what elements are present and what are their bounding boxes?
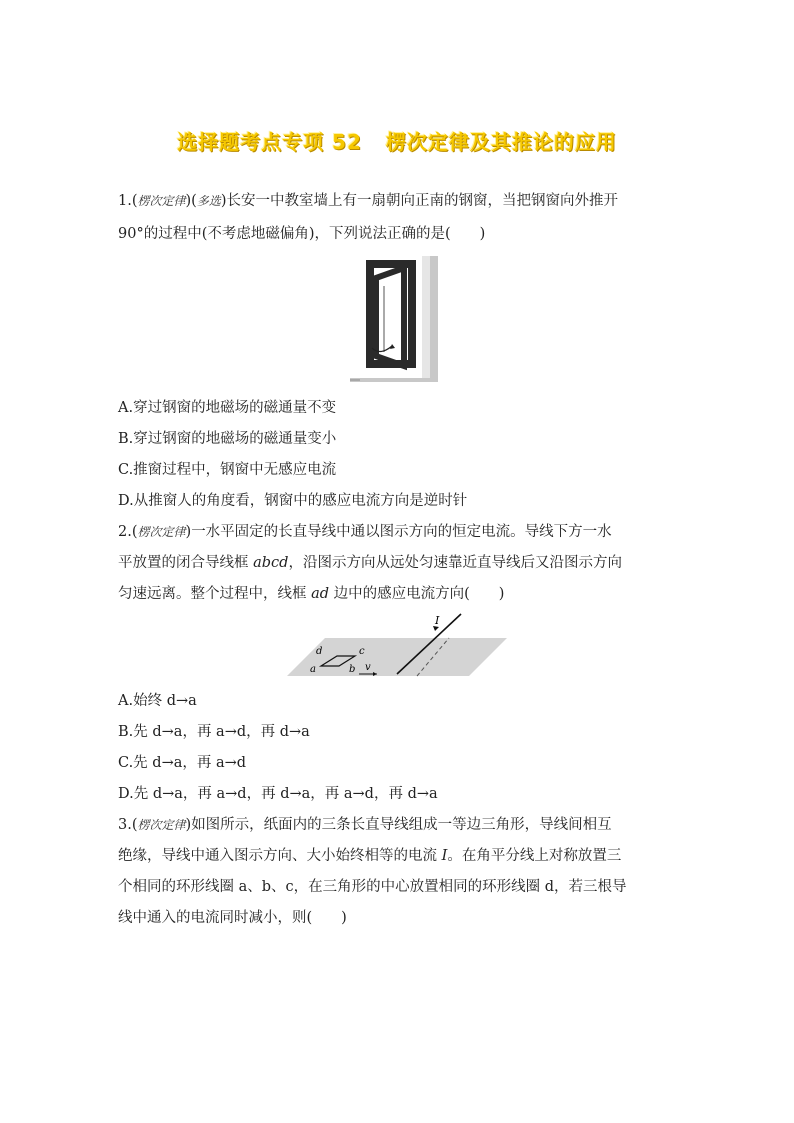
q1-line2: 90°的过程中(不考虑地磁偏角)，下列说法正确的是( ) — [118, 226, 486, 242]
wall-face — [422, 256, 430, 381]
label-b: b — [349, 664, 356, 675]
q1-option-c: C.推窗过程中，钢窗中无感应电流 — [118, 462, 337, 478]
q2-option-d: D.先 d→a，再 a→d，再 d→a，再 a→d，再 d→a — [118, 786, 438, 802]
q2-line1: 2.(楞次定律)一水平固定的长直导线中通以图示方向的恒定电流。导线下方一水 — [118, 524, 612, 540]
q1-tag2: 多选 — [196, 194, 221, 208]
q3-line2: 绝缘，导线中通入图示方向、大小始终相等的电流 I。在角平分线上对称放置三 — [118, 848, 622, 864]
q3-line3: 个相同的环形线圈 a、b、c，在三角形的中心放置相同的环形线圈 d，若三根导 — [118, 879, 627, 895]
q2-line3: 匀速远离。整个过程中，线框 ad 边中的感应电流方向( ) — [118, 586, 505, 602]
q3-line1: 3.(楞次定律)如图所示，纸面内的三条长直导线组成一等边三角形，导线间相互 — [118, 817, 612, 833]
q2-option-b: B.先 d→a，再 a→d，再 d→a — [118, 724, 310, 740]
title-main: 选择题考点专项 52 — [177, 130, 362, 154]
q2-option-a: A.始终 d→a — [118, 693, 197, 709]
q3-tag: 楞次定律 — [137, 818, 186, 832]
wire-frame-figure — [285, 612, 509, 680]
q1-line1: 1.(楞次定律)(多选)长安一中教室墙上有一扇朝向正南的钢窗，当把钢窗向外推开 — [118, 193, 619, 209]
label-a: a — [310, 664, 316, 675]
window-figure — [348, 256, 444, 384]
label-c: c — [359, 646, 365, 657]
label-d: d — [316, 646, 323, 657]
label-v: v — [365, 662, 371, 673]
window-frame-left — [366, 260, 374, 368]
q1-option-b: B.穿过钢窗的地磁场的磁通量变小 — [118, 431, 337, 447]
page-title — [0, 126, 794, 155]
q2-tag: 楞次定律 — [137, 525, 186, 539]
q1-tag: 楞次定律 — [137, 194, 186, 208]
title-sub: 楞次定律及其推论的应用 — [385, 130, 617, 154]
q1-option-d: D.从推窗人的角度看，钢窗中的感应电流方向是逆时针 — [118, 493, 468, 509]
q3-line4: 线中通入的电流同时减小，则( ) — [118, 910, 347, 926]
q1-option-a: A.穿过钢窗的地磁场的磁通量不变 — [118, 400, 337, 416]
label-I: I — [435, 614, 440, 627]
horizontal-plane — [287, 638, 507, 676]
q2-line2: 平放置的闭合导线框 abcd，沿图示方向从远处匀速靠近直导线后又沿图示方向 — [118, 555, 622, 571]
sill — [350, 378, 438, 382]
q2-option-c: C.先 d→a，再 a→d — [118, 755, 247, 771]
